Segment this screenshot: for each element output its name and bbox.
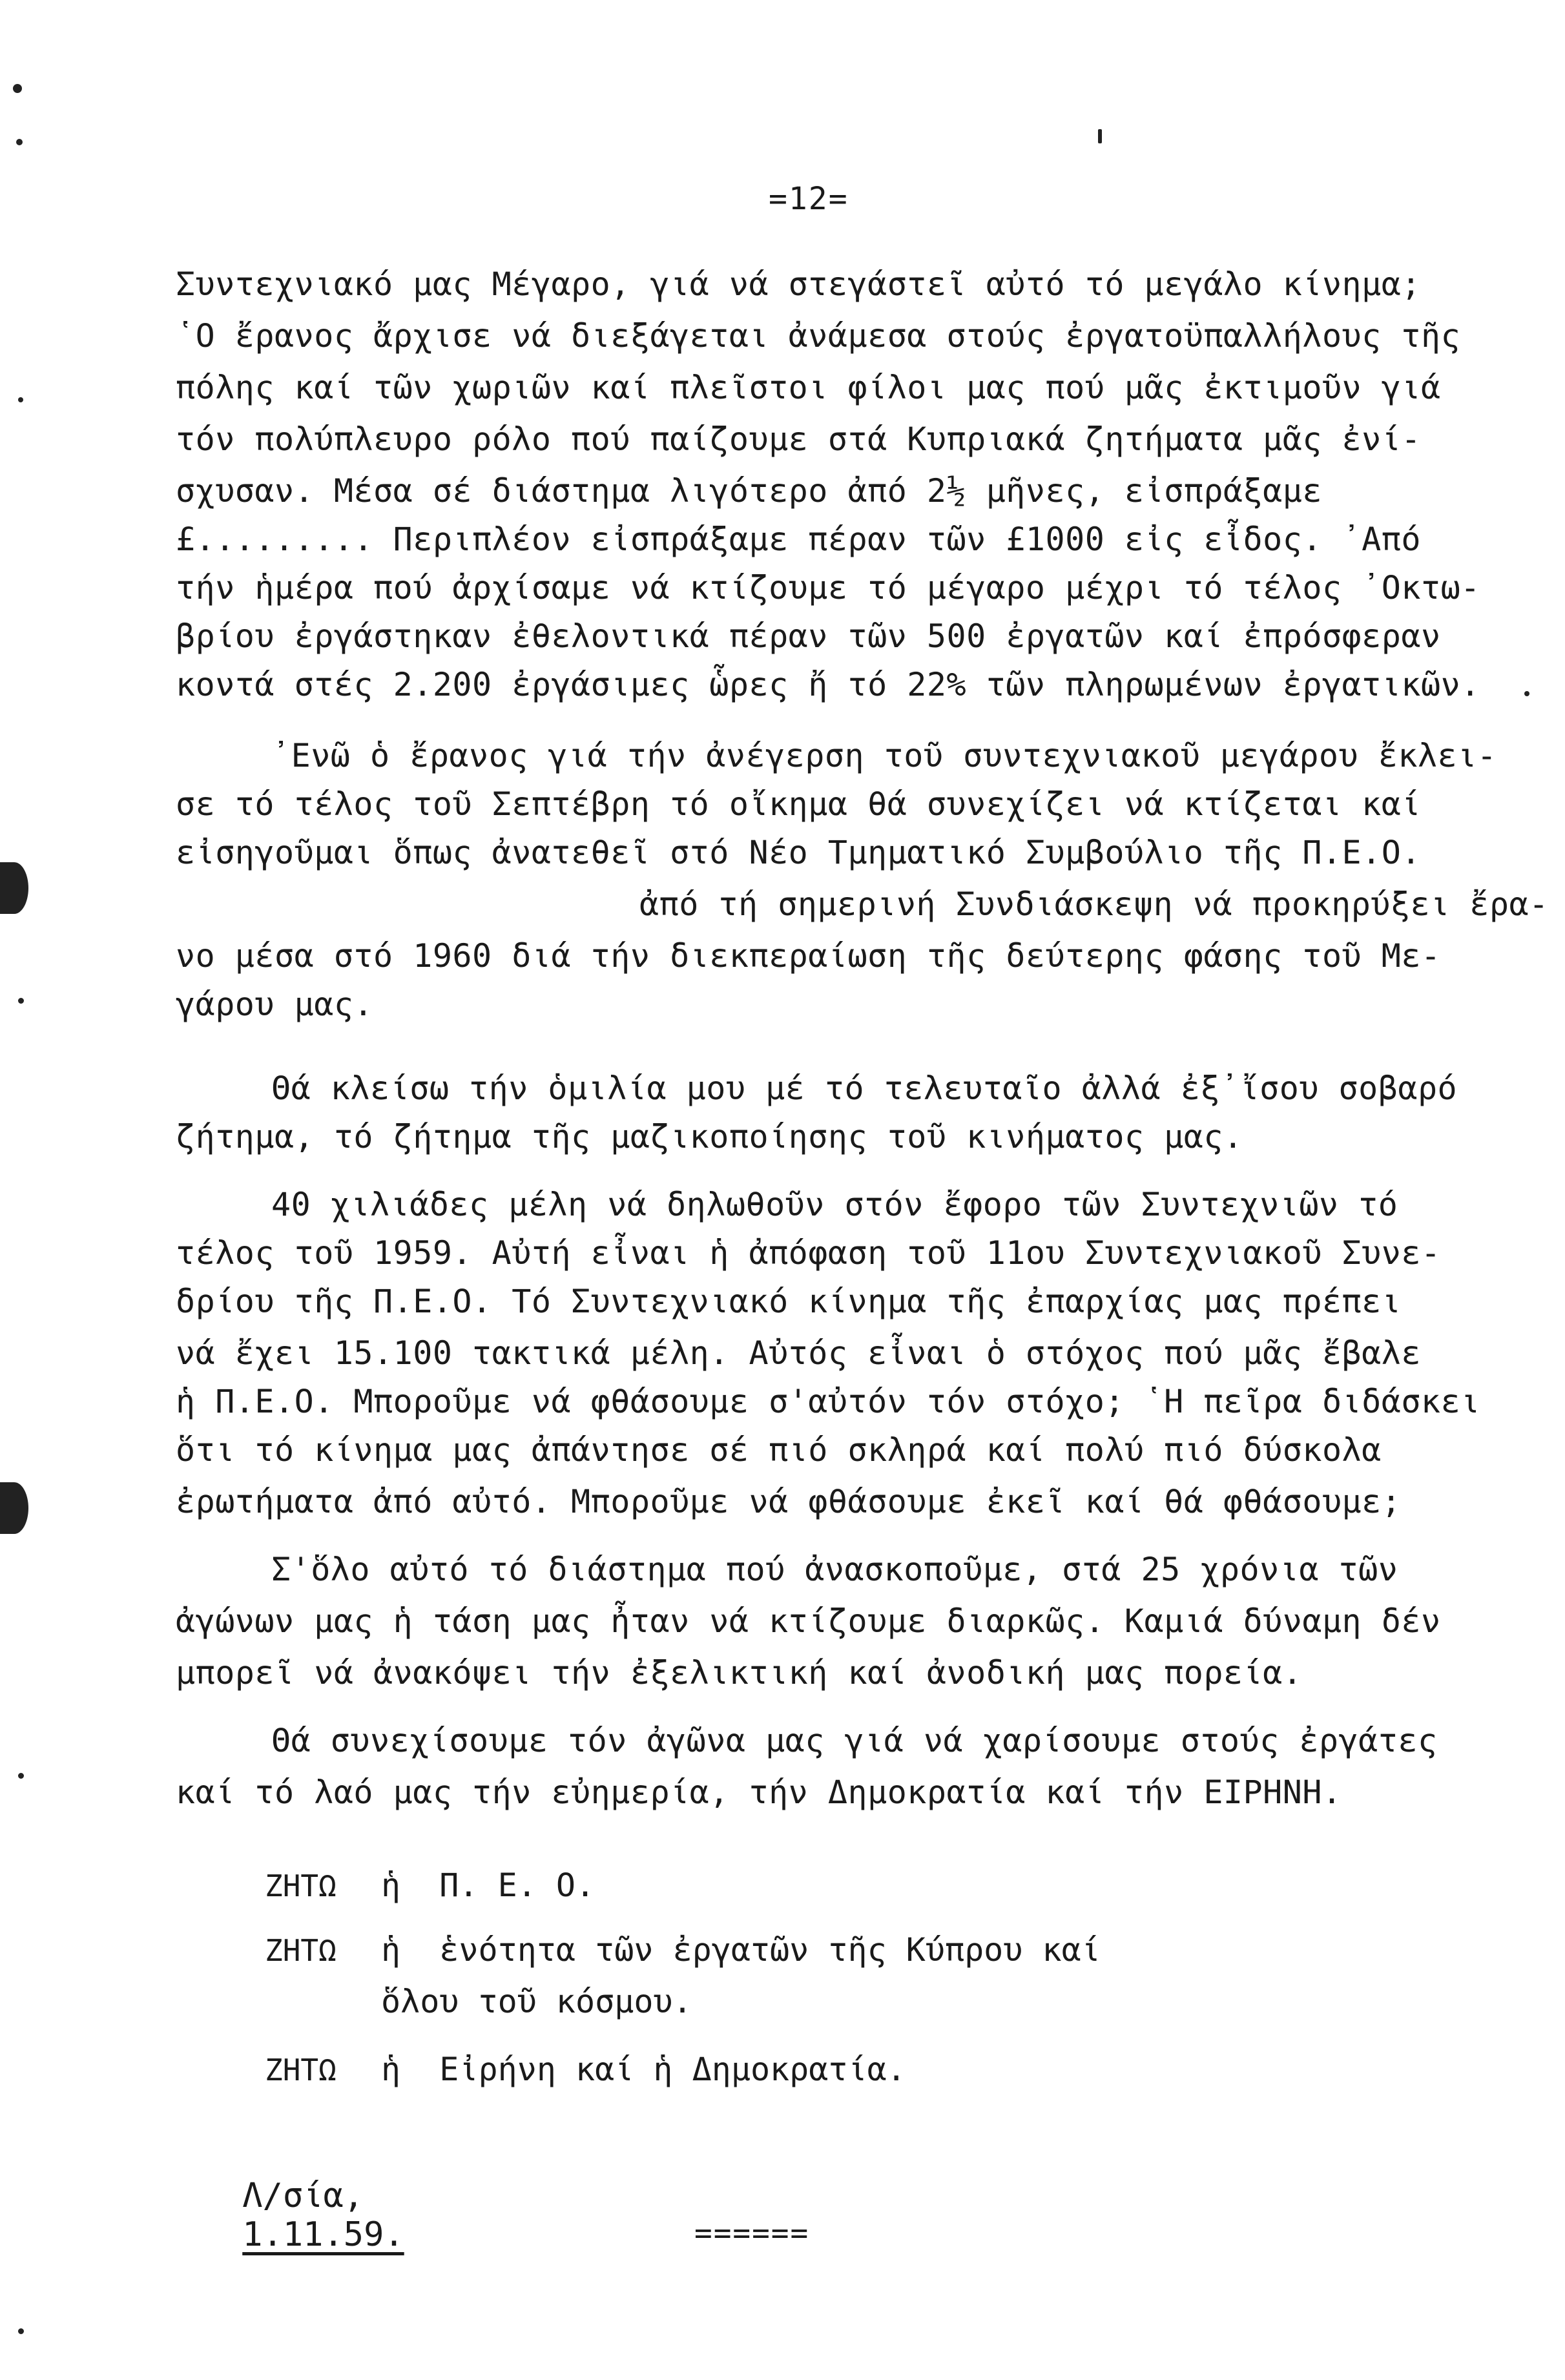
- slogan-3-label: ΖΗΤΩ: [265, 2053, 337, 2087]
- scan-speck-1: [13, 84, 22, 93]
- paragraph-1-line-9: κοντά στές 2.200 ἐργάσιμες ὧρες ἤ τό 22% τῶν πληρωμένων ἐργατικῶν.: [176, 666, 1480, 703]
- paragraph-1-line-8: βρίου ἐργάστηκαν ἐθελοντικά πέραν τῶν 500 ἐργατῶν καί ἐπρόσφεραν: [176, 617, 1441, 655]
- signoff-date: 1.11.59.: [242, 2215, 404, 2254]
- signoff: [161, 2138, 404, 2293]
- paragraph-3-line-2: ζήτημα, τό ζήτημα τῆς μαζικοποίησης τοῦ κινήματος μας.: [176, 1118, 1243, 1155]
- punch-hole-bottom: [0, 1482, 28, 1534]
- paragraph-4-line-7: ἐρωτήματα ἀπό αὐτό. Μποροῦμε νά φθάσουμε ἐκεῖ καί θά φθάσουμε;: [176, 1483, 1402, 1520]
- paragraph-2-line-3: εἰσηγοῦμαι ὅπως ἀνατεθεῖ στό Νέο Τμηματικό Συμβούλιο τῆς Π.Ε.Ο.: [176, 834, 1421, 871]
- scan-speck-7: [1098, 129, 1102, 143]
- paragraph-1-line-4: τόν πολύπλευρο ρόλο πού παίζουμε στά Κυπριακά ζητήματα μᾶς ἐνί-: [176, 420, 1421, 458]
- paragraph-1-line-3: πόλης καί τῶν χωριῶν καί πλεῖστοι φίλοι μας πού μᾶς ἐκτιμοῦν γιά: [176, 369, 1441, 406]
- paragraph-5-line-3: μπορεῖ νά ἀνακόψει τήν ἐξελικτική καί ἀνοδική μας πορεία.: [176, 1654, 1303, 1692]
- paragraph-2-line-2: σε τό τέλος τοῦ Σεπτέβρη τό οἴκημα θά συνεχίζει νά κτίζεται καί: [176, 785, 1421, 823]
- scan-speck-6: [18, 2328, 24, 2334]
- paragraph-2-line-4: ἀπό τή σημερινή Συνδιάσκεψη νά προκηρύξει ἔρα-: [639, 885, 1549, 923]
- paragraph-5-line-2: ἀγώνων μας ἡ τάση μας ἦταν νά κτίζουμε διαρκῶς. Καμιά δύναμη δέν: [176, 1602, 1441, 1640]
- slogan-3-text: ἡ Εἰρήνη καί ἡ Δημοκρατία.: [381, 2051, 906, 2088]
- slogan-2-text-line-2: ὅλου τοῦ κόσμου.: [381, 1983, 692, 2020]
- paragraph-6-line-1: Θά συνεχίσουμε τόν ἀγῶνα μας γιά νά χαρίσουμε στούς ἐργάτες: [271, 1722, 1438, 1759]
- paragraph-4-line-3: δρίου τῆς Π.Ε.Ο. Τό Συντεχνιακό κίνημα τῆς ἐπαρχίας μας πρέπει: [176, 1283, 1402, 1320]
- paragraph-3-line-1: Θά κλείσω τήν ὁμιλία μου μέ τό τελευταῖο ἀλλά ἐξ᾿ἴσου σοβαρό: [271, 1070, 1458, 1107]
- slogan-2-text-line-1: ἡ ἑνότητα τῶν ἐργατῶν τῆς Κύπρου καί: [381, 1931, 1101, 1969]
- paragraph-5-line-1: Σ'ὅλο αὐτό τό διάστημα πού ἀνασκοποῦμε, στά 25 χρόνια τῶν: [271, 1551, 1398, 1588]
- end-mark: ======: [694, 2215, 810, 2250]
- paragraph-1-line-6: £......... Περιπλέον εἰσπράξαμε πέραν τῶν £1000 εἰς εἶδος. ᾿Από: [176, 521, 1421, 558]
- slogan-1-label: ΖΗΤΩ: [265, 1868, 337, 1903]
- paragraph-2-line-1: ᾿Ενῶ ὁ ἔρανος γιά τήν ἀνέγερση τοῦ συντεχνιακοῦ μεγάρου ἔκλει-: [271, 737, 1497, 774]
- paragraph-1-line-2: ῾Ο ἔρανος ἄρχισε νά διεξάγεται ἀνάμεσα στούς ἐργατοϋπαλλήλους τῆς: [176, 317, 1461, 355]
- paragraph-1-line-1: Συντεχνιακό μας Μέγαρο, γιά νά στεγάστεῖ αὐτό τό μεγάλο κίνημα;: [176, 265, 1421, 303]
- paragraph-4-line-5: ἡ Π.Ε.Ο. Μποροῦμε νά φθάσουμε σ'αὐτόν τόν στόχο; ῾Η πεῖρα διδάσκει: [176, 1383, 1480, 1420]
- page-number: =12=: [769, 181, 849, 217]
- scan-speck-8: [1524, 691, 1529, 696]
- paragraph-4-line-2: τέλος τοῦ 1959. Αὐτή εἶναι ἡ ἀπόφαση τοῦ 11ου Συντεχνιακοῦ Συνε-: [176, 1234, 1441, 1272]
- slogan-2-label: ΖΗΤΩ: [265, 1933, 337, 1968]
- paragraph-4-line-6: ὅτι τό κίνημα μας ἀπάντησε σέ πιό σκληρά καί πολύ πιό δύσκολα: [176, 1431, 1382, 1469]
- punch-hole-top: [0, 862, 28, 914]
- paragraph-2-line-6: γάρου μας.: [176, 986, 374, 1023]
- paragraph-1-line-5: σχυσαν. Μέσα σέ διάστημα λιγότερο ἀπό 2½ μῆνες, εἰσπράξαμε: [176, 472, 1322, 510]
- paragraph-1-line-7: τήν ἡμέρα πού ἀρχίσαμε νά κτίζουμε τό μέγαρο μέχρι τό τέλος ᾿Οκτω-: [176, 569, 1480, 606]
- scan-speck-5: [18, 1773, 24, 1779]
- scan-speck-4: [18, 998, 24, 1004]
- slogan-1-text: ἡ Π. Ε. Ο.: [381, 1867, 596, 1904]
- paragraph-6-line-2: καί τό λαό μας τήν εὐημερία, τήν Δημοκρατία καί τήν ΕΙΡΗΝΗ.: [176, 1774, 1342, 1811]
- paragraph-4-line-4: νά ἔχει 15.100 τακτικά μέλη. Αὐτός εἶναι ὁ στόχος πού μᾶς ἔβαλε: [176, 1334, 1421, 1372]
- paragraph-4-line-1: 40 χιλιάδες μέλη νά δηλωθοῦν στόν ἔφορο τῶν Συντεχνιῶν τό: [271, 1186, 1398, 1223]
- paragraph-2-line-5: νο μέσα στό 1960 διά τήν διεκπεραίωση τῆς δεύτερης φάσης τοῦ Με-: [176, 937, 1441, 975]
- scan-speck-2: [16, 139, 23, 145]
- signoff-place: Λ/σία,: [242, 2177, 364, 2215]
- scan-speck-3: [18, 397, 23, 402]
